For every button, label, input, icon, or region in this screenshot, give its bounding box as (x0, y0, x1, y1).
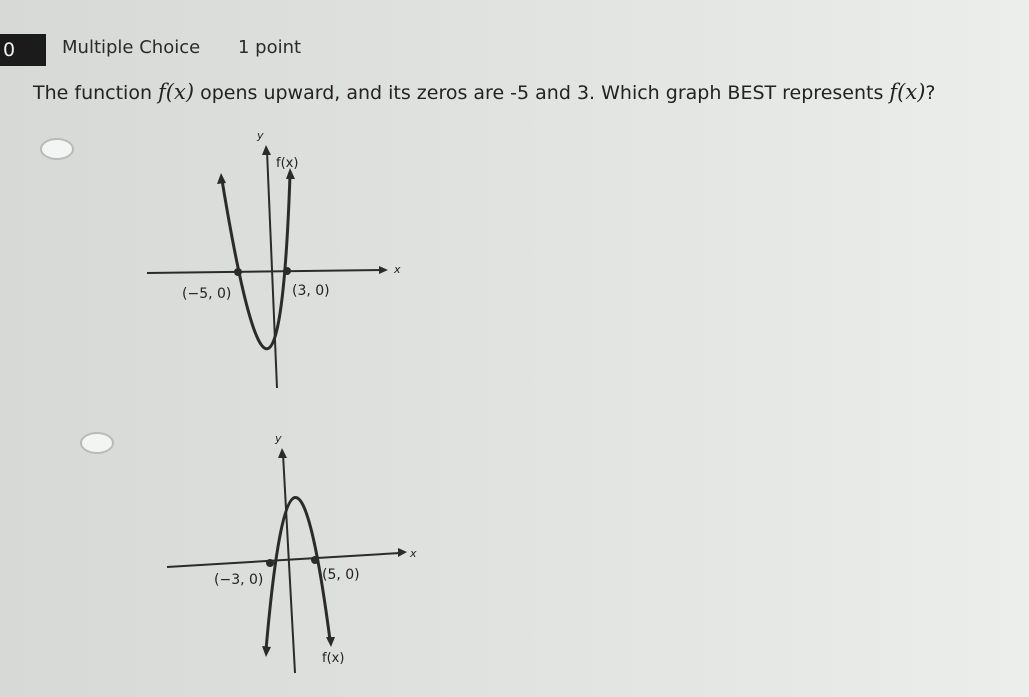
option-2-parabola (266, 497, 330, 650)
question-math-fx-2: f(x) (889, 80, 926, 104)
option-2-x-axis (167, 553, 400, 567)
question-type: Multiple Choice (62, 37, 201, 58)
option-2-point-left-label: (−3, 0) (214, 572, 264, 588)
option-2-zero-left (266, 559, 274, 567)
option-1-graph[interactable] (140, 125, 410, 399)
option-1-x-label: x (394, 263, 401, 276)
question-text-middle: opens upward, and its zeros are -5 and 3. Which graph BEST represents (194, 82, 890, 104)
option-2-y-arrow (278, 448, 287, 458)
option-1-graph-svg (140, 125, 410, 395)
option-2-y-axis (283, 454, 295, 673)
option-1-point-left-label: (−5, 0) (182, 286, 232, 302)
option-2-right-arrow (326, 637, 335, 647)
option-2-graph-svg (160, 430, 430, 692)
option-2-x-arrow (398, 548, 407, 557)
option-2-left-arrow (262, 646, 271, 657)
question-text-before: The function (33, 82, 159, 104)
option-1-point-right-label: (3, 0) (292, 283, 330, 299)
question-number: 0 (0, 34, 46, 66)
question-math-fx: f(x) (158, 80, 195, 104)
option-2-graph[interactable] (160, 430, 430, 696)
question-text (33, 80, 936, 104)
option-2-x-label: x (410, 547, 417, 560)
option-2-function-label: f(x) (322, 651, 345, 666)
option-2-zero-right (311, 556, 319, 564)
option-1-y-label: y (257, 129, 264, 142)
question-text-after: ? (925, 82, 936, 104)
option-1-y-axis (267, 151, 277, 388)
option-2-y-label: y (275, 432, 282, 445)
option-1-parabola (222, 175, 290, 349)
option-1-radio[interactable] (40, 138, 74, 160)
option-2-point-right-label: (5, 0) (322, 567, 360, 583)
question-points: 1 point (238, 37, 302, 58)
option-2-radio[interactable] (80, 432, 114, 454)
option-1-function-label: f(x) (276, 156, 299, 171)
option-1-x-axis (147, 270, 382, 273)
option-1-zero-right (283, 267, 291, 275)
option-1-x-arrow (379, 266, 388, 274)
option-1-y-arrow (262, 145, 271, 155)
option-1-zero-left (234, 268, 242, 276)
option-1-left-arrow (217, 173, 226, 184)
